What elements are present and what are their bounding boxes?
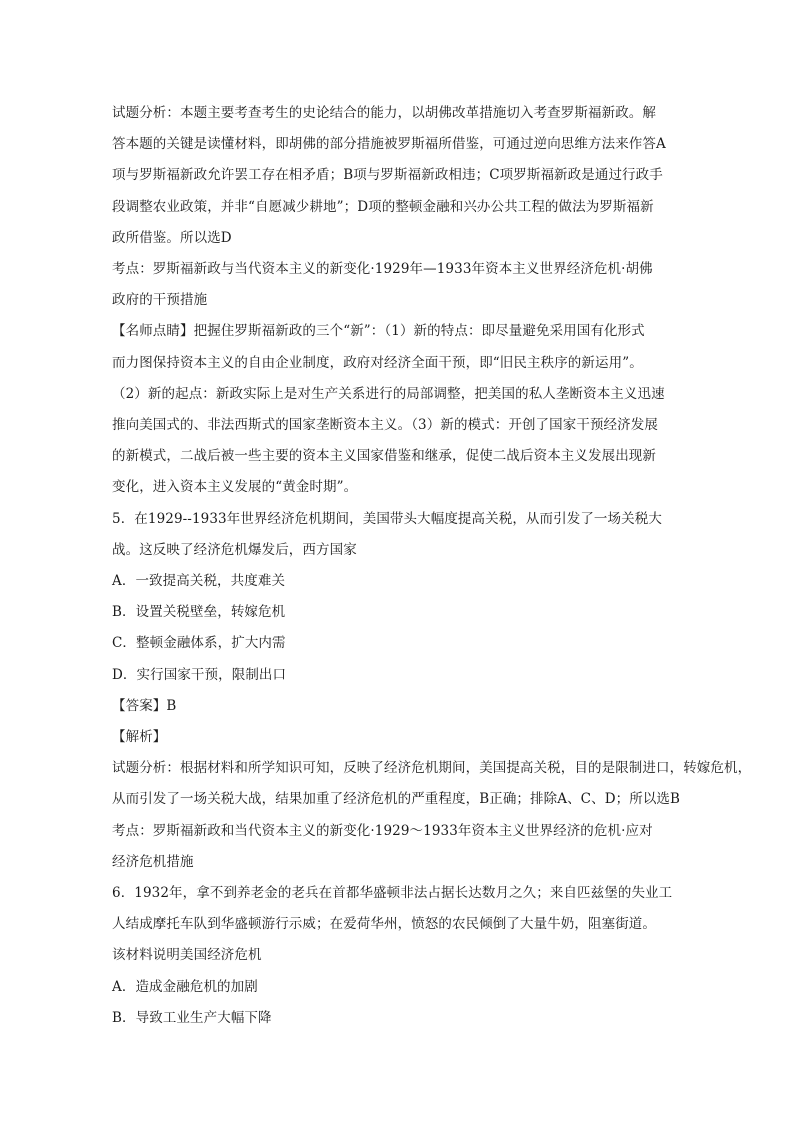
question-5-option-d: D．实行国家干预，限制出口 bbox=[112, 666, 287, 683]
analysis-q4-line-4: 段调整农业政策，并非“自愿减少耕地”；D项的整顿金融和兴办公共工程的做法为罗斯福新 bbox=[112, 198, 654, 215]
question-6-stem-line-2: 人结成摩托车队到华盛顿游行示威；在爱荷华州，愤怒的农民倾倒了大量牛奶，阻塞街道。 bbox=[112, 916, 656, 933]
mingshi-line-4: 推向美国式的、非法西斯式的国家垄断资本主义。（3）新的模式：开创了国家干预经济发展 bbox=[112, 417, 658, 434]
question-5-option-c: C．整顿金融体系，扩大内需 bbox=[112, 635, 286, 652]
mingshi-line-2: 而力图保持资本主义的自由企业制度，政府对经济全面干预，即“旧民主秩序的新运用”。 bbox=[112, 354, 643, 371]
analysis-q4-line-5: 政所借鉴。所以选D bbox=[112, 229, 232, 246]
mingshi-line-3: （2）新的起点：新政实际上是对生产关系进行的局部调整，把美国的私人垄断资本主义迅速 bbox=[112, 385, 665, 402]
question-5-option-a: A．一致提高关税，共度难关 bbox=[112, 573, 286, 590]
kaodian-q4-line-1: 考点：罗斯福新政与当代资本主义的新变化·1929年—1933年资本主义世界经济危机·胡佛 bbox=[112, 261, 653, 278]
analysis-q5-line-2: 从而引发了一场关税大战，结果加重了经济危机的严重程度，B正确；排除A、C、D；所以选B bbox=[112, 791, 681, 808]
mingshi-line-1: 【名师点睛】把握住罗斯福新政的三个“新”：（1）新的特点：即尽量避免采用国有化形式 bbox=[112, 323, 645, 340]
analysis-q4-line-2: 答本题的关键是读懂材料，即胡佛的部分措施被罗斯福所借鉴，可通过逆向思维方法来作答A bbox=[112, 136, 666, 153]
kaodian-q4-line-2: 政府的干预措施 bbox=[112, 292, 208, 309]
question-5-answer: 【答案】B bbox=[112, 697, 177, 714]
mingshi-line-6: 变化，进入资本主义发展的“黄金时期”。 bbox=[112, 479, 358, 496]
question-5-option-b: B．设置关税壁垒，转嫁危机 bbox=[112, 604, 286, 621]
kaodian-q5-line-2: 经济危机措施 bbox=[112, 853, 194, 870]
question-6-option-b: B．导致工业生产大幅下降 bbox=[112, 1009, 272, 1026]
question-5-stem-line-1: 5．在1929--1933年世界经济危机期间，美国带头大幅度提高关税，从而引发了一场关税大 bbox=[112, 510, 662, 527]
kaodian-q5-line-1: 考点：罗斯福新政和当代资本主义的新变化·1929～1933年资本主义世界经济的危机·应对 bbox=[112, 822, 653, 839]
question-6-option-a: A．造成金融危机的加剧 bbox=[112, 978, 258, 995]
question-5-analysis-heading: 【解析】 bbox=[112, 729, 167, 746]
mingshi-line-5: 的新模式，二战后被一些主要的资本主义国家借鉴和继承，促使二战后资本主义发展出现新 bbox=[112, 448, 656, 465]
question-5-stem-line-2: 战。这反映了经济危机爆发后，西方国家 bbox=[112, 541, 357, 558]
question-6-stem-line-3: 该材料说明美国经济危机 bbox=[112, 947, 262, 964]
analysis-q4-line-3: 项与罗斯福新政允许罢工存在相矛盾；B项与罗斯福新政相违；C项罗斯福新政是通过行政手 bbox=[112, 167, 663, 184]
analysis-q4-line-1: 试题分析：本题主要考查考生的史论结合的能力，以胡佛改革措施切入考查罗斯福新政。解 bbox=[112, 105, 656, 121]
question-6-stem-line-1: 6．1932年，拿不到养老金的老兵在首都华盛顿非法占据长达数月之久；来自匹兹堡的失业工 bbox=[112, 885, 673, 902]
analysis-q5-line-1: 试题分析：根据材料和所学知识可知，反映了经济危机期间，美国提高关税，目的是限制进口，转嫁危机， bbox=[112, 760, 752, 777]
